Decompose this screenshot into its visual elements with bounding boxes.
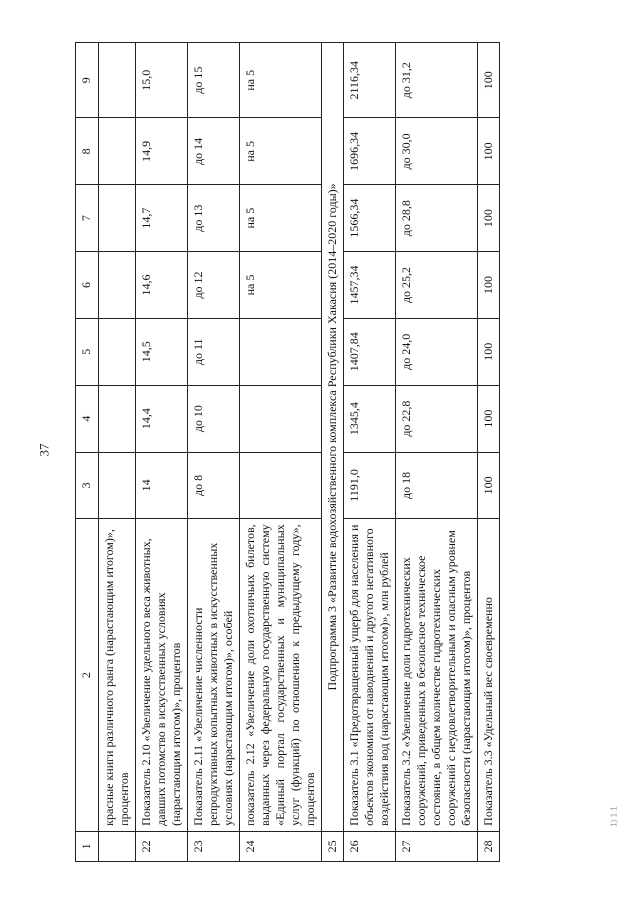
- value-cell: 1566,34: [344, 185, 396, 252]
- value-cell: 100: [478, 452, 500, 519]
- col-header: 6: [76, 252, 99, 319]
- value-cell: до 15: [188, 43, 240, 118]
- col-header: 9: [76, 43, 99, 118]
- value-cell: 1191,0: [344, 452, 396, 519]
- indicator-text: показатель 2.12 «Увеличение доли охотничьих билетов, выданных через федеральную государственную систему «Единый портал государственных и муниципальных услуг (функций) по отношению к предыдущему году», процентов: [240, 519, 322, 832]
- value-cell: 14,9: [136, 118, 188, 185]
- value-cell: 100: [478, 43, 500, 118]
- value-cell: 1407,84: [344, 318, 396, 385]
- value-cell: [240, 452, 322, 519]
- value-cell: до 12: [188, 252, 240, 319]
- value-cell: 14,6: [136, 252, 188, 319]
- row-number: 23: [188, 831, 240, 861]
- table-row: [478, 43, 500, 862]
- value-cell: [99, 43, 136, 118]
- value-cell: [240, 318, 322, 385]
- value-cell: [99, 252, 136, 319]
- value-cell: [99, 118, 136, 185]
- value-cell: до 30,0: [396, 118, 478, 185]
- page-number: 37: [36, 443, 52, 457]
- subprogram-row: [322, 43, 344, 862]
- value-cell: 15,0: [136, 43, 188, 118]
- value-cell: [99, 452, 136, 519]
- indicator-text: Показатель 3.2 «Увеличение доли гидротехнических сооружений, приведенных в безопасное техническое состояние, в общем количестве гидротехнических сооружений с неудовлетворительным и опасным уровнем безопасности (нарастающим итогом)», процентов: [396, 519, 478, 832]
- header-row: [76, 43, 99, 862]
- indicator-text: Показатель 3.1 «Предотвращенный ущерб для населения и объектов экономики от наводнений и другого негативного воздействия вод (нарастающим итогом)», млн рублей: [344, 519, 396, 832]
- value-cell: на 5: [240, 252, 322, 319]
- table-row: [188, 43, 240, 862]
- value-cell: на 5: [240, 43, 322, 118]
- row-number: 26: [344, 831, 396, 861]
- value-cell: до 22,8: [396, 385, 478, 452]
- row-number: 22: [136, 831, 188, 861]
- value-cell: 14,5: [136, 318, 188, 385]
- indicator-text: Показатель 2.11 «Увеличение численности репродуктивных копытных животных в искусственных условиях (нарастающим итогом)», особей: [188, 519, 240, 832]
- row-number: 25: [322, 831, 344, 861]
- rotated-table-wrapper: [75, 42, 565, 862]
- col-header: 5: [76, 318, 99, 385]
- value-cell: 100: [478, 318, 500, 385]
- col-header: 8: [76, 118, 99, 185]
- value-cell: 14,4: [136, 385, 188, 452]
- value-cell: [99, 318, 136, 385]
- table-row: [240, 43, 322, 862]
- indicator-text: Показатель 2.10 «Увеличение удельного веса животных, давших потомство в искусственных условиях (нарастающим итогом)», процентов: [136, 519, 188, 832]
- table-row: [344, 43, 396, 862]
- value-cell: 1345,4: [344, 385, 396, 452]
- value-cell: до 31,2: [396, 43, 478, 118]
- row-number: [99, 831, 136, 861]
- value-cell: [99, 185, 136, 252]
- value-cell: 100: [478, 118, 500, 185]
- value-cell: [240, 385, 322, 452]
- value-cell: 14,7: [136, 185, 188, 252]
- margin-mark: 1) 1 1: [609, 806, 619, 827]
- value-cell: до 24,0: [396, 318, 478, 385]
- table-row: [396, 43, 478, 862]
- value-cell: до 10: [188, 385, 240, 452]
- row-number: 24: [240, 831, 322, 861]
- value-cell: 100: [478, 385, 500, 452]
- indicators-table: [75, 42, 500, 862]
- value-cell: 100: [478, 252, 500, 319]
- value-cell: 1696,34: [344, 118, 396, 185]
- indicator-text: Показатель 3.3 «Удельный вес своевременно: [478, 519, 500, 832]
- table-row: [136, 43, 188, 862]
- col-header: 3: [76, 452, 99, 519]
- value-cell: до 11: [188, 318, 240, 385]
- row-number: 27: [396, 831, 478, 861]
- value-cell: [99, 385, 136, 452]
- value-cell: до 8: [188, 452, 240, 519]
- value-cell: 14: [136, 452, 188, 519]
- col-header: 2: [76, 519, 99, 832]
- value-cell: до 18: [396, 452, 478, 519]
- value-cell: до 25,2: [396, 252, 478, 319]
- col-header: 4: [76, 385, 99, 452]
- value-cell: на 5: [240, 118, 322, 185]
- indicator-text: красные книги различного ранга (нарастающим итогом)», процентов: [99, 519, 136, 832]
- value-cell: до 28,8: [396, 185, 478, 252]
- col-header: 1: [76, 831, 99, 861]
- row-number: 28: [478, 831, 500, 861]
- value-cell: до 13: [188, 185, 240, 252]
- value-cell: до 14: [188, 118, 240, 185]
- subprogram-title: Подпрограмма 3 «Развитие водохозяйственного комплекса Республики Хакасия (2014–2020 годы)»: [322, 43, 344, 832]
- value-cell: 100: [478, 185, 500, 252]
- col-header: 7: [76, 185, 99, 252]
- value-cell: 2116,34: [344, 43, 396, 118]
- value-cell: на 5: [240, 185, 322, 252]
- table-row: [99, 43, 136, 862]
- value-cell: 1457,34: [344, 252, 396, 319]
